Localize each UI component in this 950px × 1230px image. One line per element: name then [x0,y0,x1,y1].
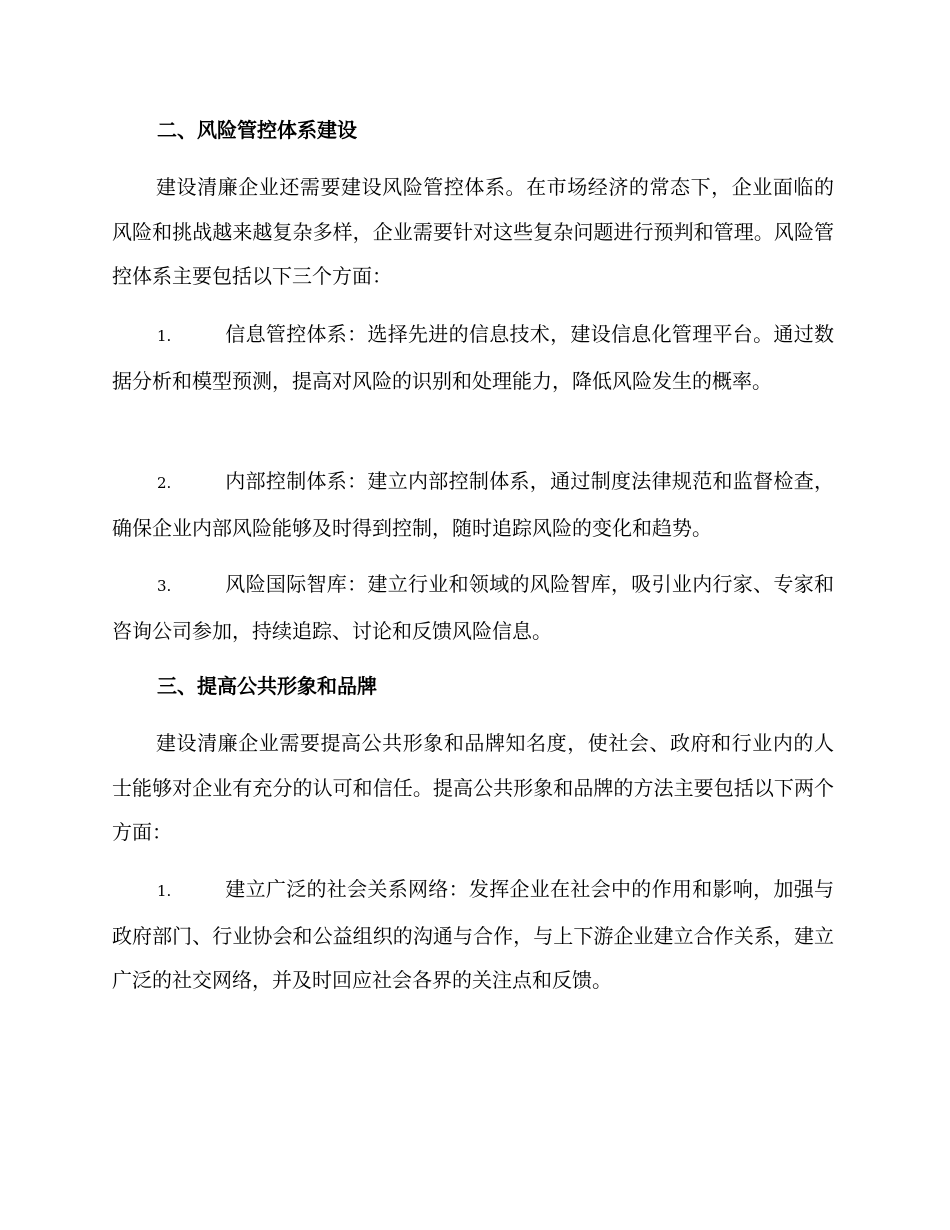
list-number: 3. [157,577,172,595]
list-item-text: 内部控制体系：建立内部控制体系，通过制度法律规范和监督检查，确保企业内部风险能够及时得到控制，随时追踪风险的变化和趋势。 [112,469,834,540]
section-3-heading: 三、提高公共形象和品牌 [157,674,377,698]
list-item-text: 风险国际智库：建立行业和领域的风险智库，吸引业内行家、专家和咨询公司参加，持续追踪、讨论和反馈风险信息。 [112,572,834,643]
section-2-item-1 [112,312,834,403]
section-3-item-1 [112,867,834,1003]
list-number: 1. [157,327,172,345]
list-item-text: 建立广泛的社会关系网络：发挥企业在社会中的作用和影响，加强与政府部门、行业协会和公益组织的沟通与合作，与上下游企业建立合作关系，建立广泛的社交网络，并及时回应社会各界的关注点和反馈。 [112,877,834,992]
section-2-item-3 [112,562,834,653]
section-2-heading: 二、风险管控体系建设 [157,118,357,142]
section-2-intro: 建设清廉企业还需要建设风险管控体系。在市场经济的常态下，企业面临的风险和挑战越来越复杂多样，企业需要针对这些复杂问题进行预判和管理。风险管控体系主要包括以下三个方面： [112,175,834,288]
list-item-text: 信息管控体系：选择先进的信息技术，建设信息化管理平台。通过数据分析和模型预测，提高对风险的识别和处理能力，降低风险发生的概率。 [112,322,834,393]
section-2-item-2 [112,459,834,550]
section-3-intro: 建设清廉企业需要提高公共形象和品牌知名度，使社会、政府和行业内的人士能够对企业有充分的认可和信任。提高公共形象和品牌的方法主要包括以下两个方面： [112,731,834,844]
list-number: 1. [157,882,172,900]
list-number: 2. [157,474,172,492]
